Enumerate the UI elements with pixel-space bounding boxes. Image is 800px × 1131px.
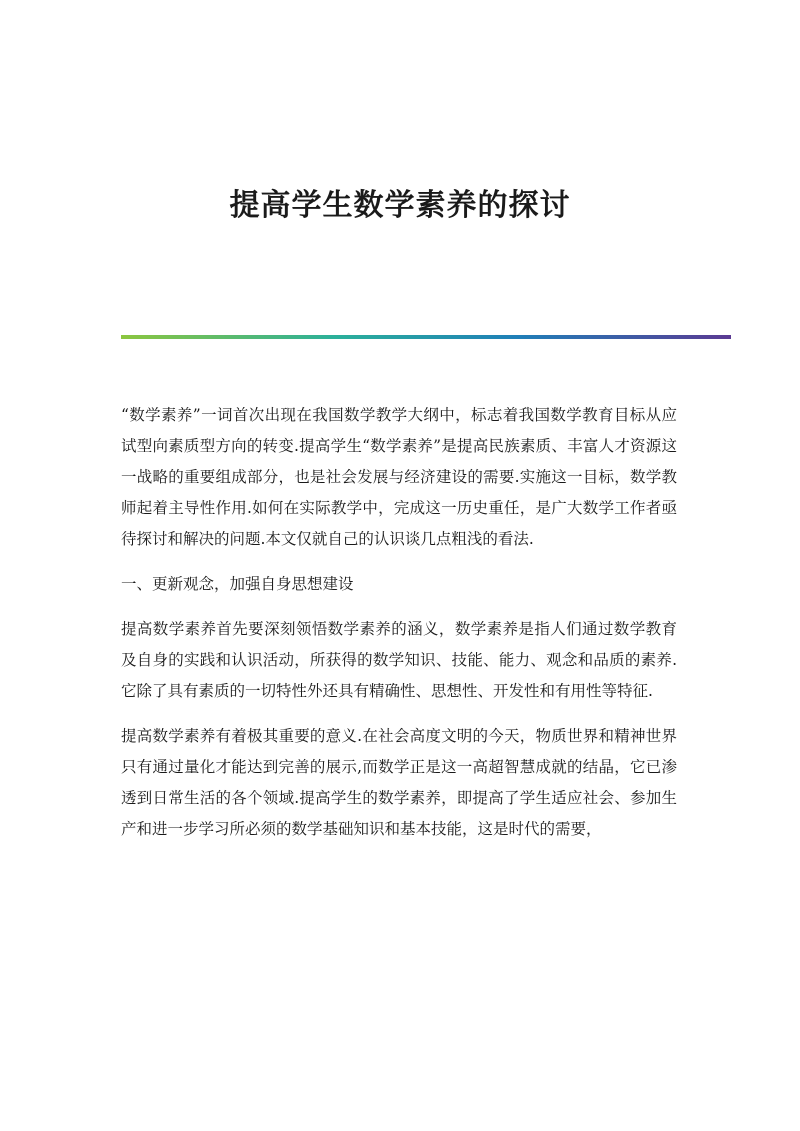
section-heading: 一、更新观念，加强自身思想建设 [121, 575, 354, 593]
title-divider [121, 335, 731, 339]
document-body [121, 400, 677, 859]
section-paragraph-1: 提高数学素养首先要深刻领悟数学素养的涵义，数学素养是指人们通过数学教育及自身的实践和认识活动，所获得的数学知识、技能、能力、观念和品质的素养.它除了具有素质的一切特性外还具有精确性、思想性、开发性和有用性等特征. [121, 620, 677, 700]
intro-paragraph: “数学素养”一词首次出现在我国数学教学大纲中，标志着我国数学教育目标从应试型向素质型方向的转变.提高学生“数学素养”是提高民族素质、丰富人才资源这一战略的重要组成部分，也是社会发展与经济建设的需要.实施这一目标，数学教师起着主导性作用.如何在实际教学中，完成这一历史重任，是广大数学工作者亟待探讨和解决的问题.本文仅就自己的认识谈几点粗浅的看法. [121, 406, 677, 548]
section-paragraph-2: 提高数学素养有着极其重要的意义.在社会高度文明的今天，物质世界和精神世界只有通过量化才能达到完善的展示,而数学正是这一高超智慧成就的结晶，它已渗透到日常生活的各个领域.提高学生的数学素养，即提高了学生适应社会、参加生产和进一步学习所必须的数学基础知识和基本技能，这是时代的需要， [121, 727, 677, 838]
document-title: 提高学生数学素养的探讨 [229, 188, 571, 223]
